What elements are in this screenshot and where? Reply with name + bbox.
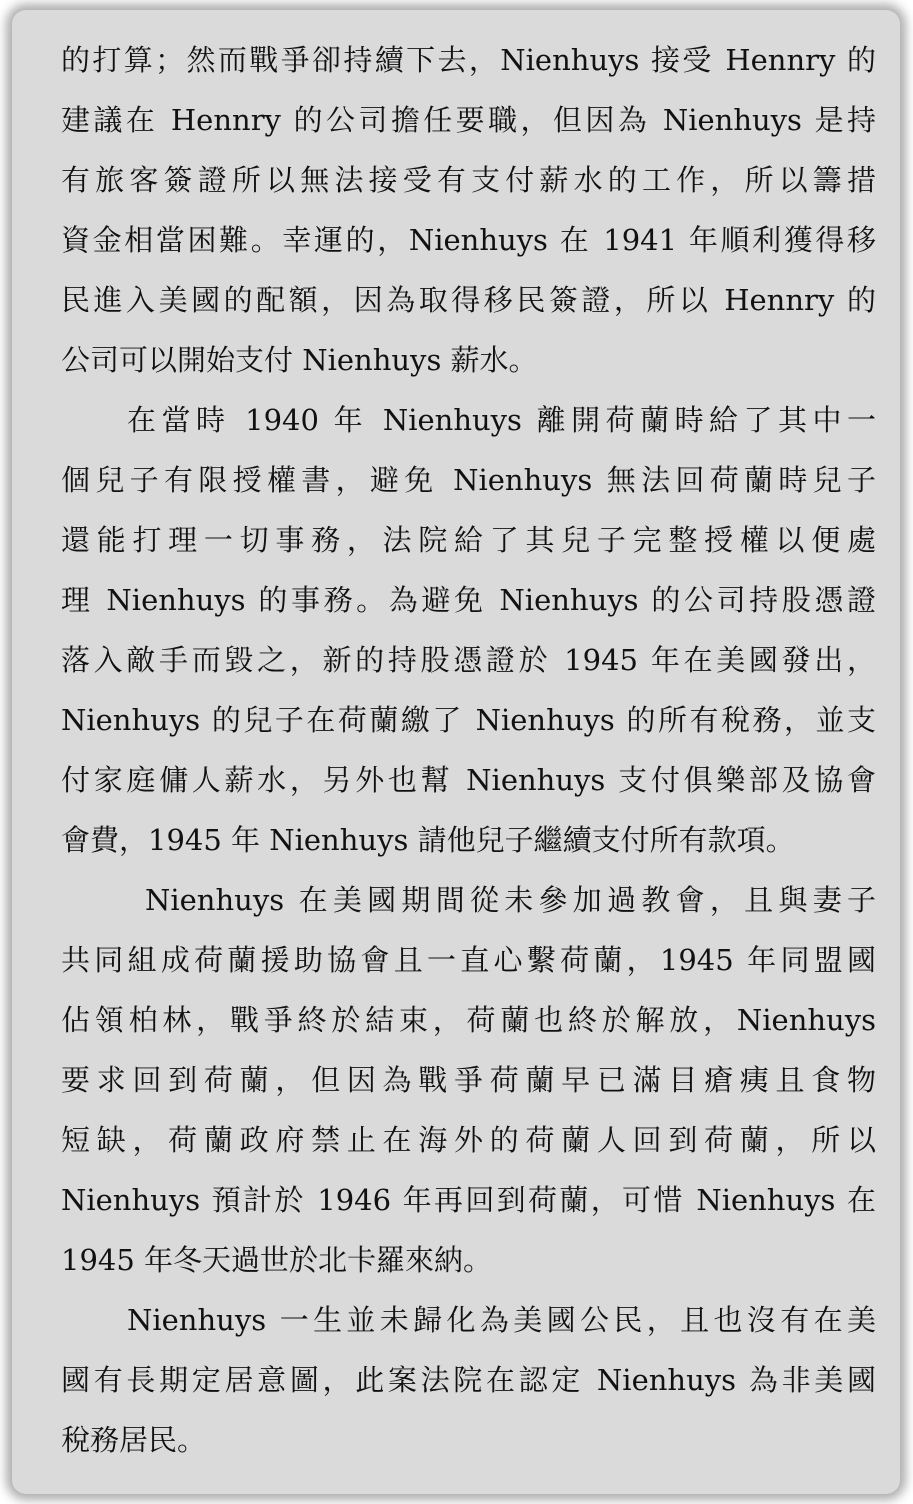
text-line: 短缺，荷蘭政府禁止在海外的荷蘭人回到荷蘭，所以 <box>61 1123 876 1157</box>
text-line: 付家庭傭人薪水，另外也幫 Nienhuys 支付俱樂部及協會 <box>61 763 876 797</box>
paragraph-2 <box>61 390 876 870</box>
paragraph-4 <box>61 1290 876 1470</box>
text-line: 在當時 1940 年 Nienhuys 離開荷蘭時給了其中一 <box>127 403 876 437</box>
text-line: 建議在 Hennry 的公司擔任要職，但因為 Nienhuys 是持 <box>61 103 876 137</box>
text-line: 落入敵手而毀之，新的持股憑證於 1945 年在美國發出， <box>61 643 876 677</box>
text-line: 要求回到荷蘭，但因為戰爭荷蘭早已滿目瘡痍且食物 <box>61 1063 876 1097</box>
text-line: 民進入美國的配額，因為取得移民簽證，所以 Hennry 的 <box>61 283 876 317</box>
text-line: 佔領柏林，戰爭終於結束，荷蘭也終於解放，Nienhuys <box>61 1003 876 1037</box>
text-line: 還能打理一切事務，法院給了其兒子完整授權以便處 <box>61 523 876 557</box>
text-line: 有旅客簽證所以無法接受有支付薪水的工作，所以籌措 <box>61 163 876 197</box>
document-body <box>61 30 876 1470</box>
paragraph-3 <box>61 870 876 1290</box>
text-line: Nienhuys 預計於 1946 年再回到荷蘭，可惜 Nienhuys 在 <box>61 1183 876 1217</box>
text-line: 會費，1945 年 Nienhuys 請他兒子繼續支付所有款項。 <box>61 823 795 857</box>
text-line: 共同組成荷蘭援助協會且一直心繫荷蘭，1945 年同盟國 <box>61 943 876 977</box>
text-line: 公司可以開始支付 Nienhuys 薪水。 <box>61 343 538 377</box>
paragraph-1 <box>61 30 876 390</box>
text-line: 的打算；然而戰爭卻持續下去，Nienhuys 接受 Hennry 的 <box>61 43 876 77</box>
text-line: 個兒子有限授權書，避免 Nienhuys 無法回荷蘭時兒子 <box>61 463 876 497</box>
text-line: 稅務居民。 <box>61 1423 207 1457</box>
text-line: Nienhuys 的兒子在荷蘭繳了 Nienhuys 的所有稅務，並支 <box>61 703 876 737</box>
text-line: 資金相當困難。幸運的，Nienhuys 在 1941 年順利獲得移 <box>61 223 876 257</box>
text-line: 1945 年冬天過世於北卡羅來納。 <box>61 1243 493 1277</box>
text-line: 理 Nienhuys 的事務。為避免 Nienhuys 的公司持股憑證 <box>61 583 876 617</box>
text-line: Nienhuys 一生並未歸化為美國公民，且也沒有在美 <box>127 1303 876 1337</box>
document-page <box>12 10 900 1494</box>
text-line: 國有長期定居意圖，此案法院在認定 Nienhuys 為非美國 <box>61 1363 876 1397</box>
text-line: Nienhuys 在美國期間從未參加過教會，且與妻子 <box>145 883 876 917</box>
